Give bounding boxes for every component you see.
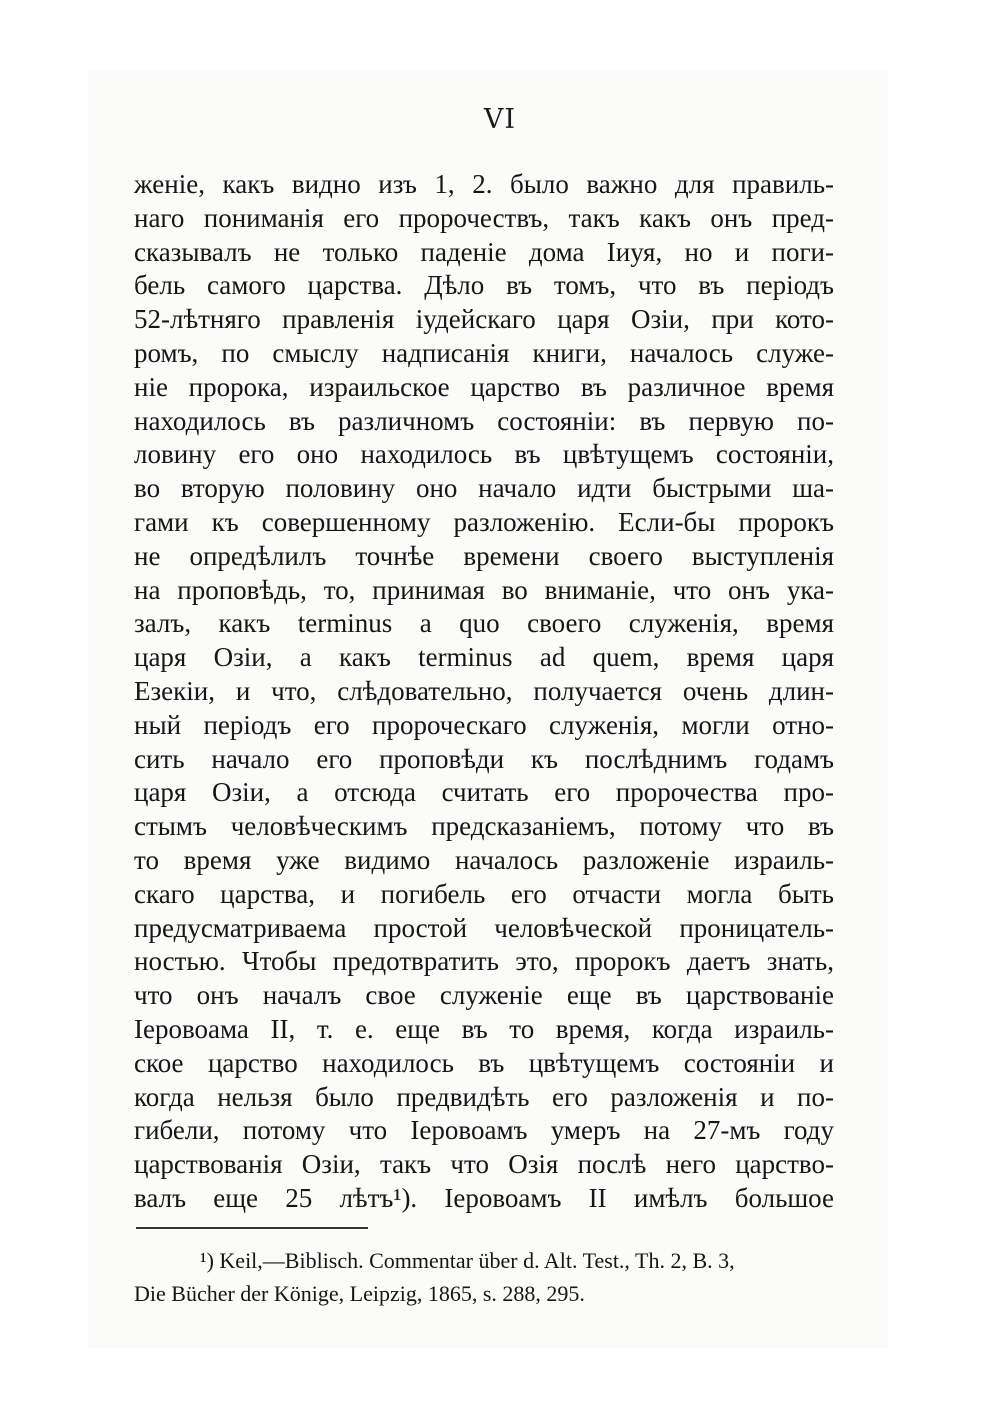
- text-line: Іеровоама II, т. е. еще въ то время, когда израиль-: [134, 1013, 834, 1044]
- footnote-line: ¹) Keil,—Biblisch. Commentar über d. Alt. Test., Th. 2, B. 3,: [200, 1248, 735, 1273]
- text-line: гибели, потому что Іеровоамъ умеръ на 27-мъ году: [134, 1115, 834, 1146]
- text-line: ловину его оно находилось въ цвѣтущемъ состояніи,: [134, 439, 834, 470]
- text-line: сказывалъ не только паденіе дома Іиуя, но и поги-: [134, 236, 834, 267]
- text-line: то время уже видимо началось разложеніе израиль-: [134, 844, 834, 875]
- text-line: 52-лѣтняго правленія іудейскаго царя Озіи, при кото-: [134, 304, 834, 335]
- text-line: не опредѣлилъ точнѣе времени своего выступленія: [134, 540, 834, 571]
- text-line: бель самого царства. Дѣло въ томъ, что въ періодъ: [134, 270, 834, 301]
- text-line: наго пониманія его пророчествъ, такъ какъ онъ пред-: [134, 202, 834, 233]
- text-line: ный періодъ его пророческаго служенія, могли отно-: [134, 709, 834, 740]
- text-line: ніе пророка, израильское царство въ различное время: [134, 371, 834, 402]
- text-line: царя Озіи, а отсюда считать его пророчества про-: [134, 777, 834, 808]
- text-line: царствованія Озіи, такъ что Озія послѣ него царство-: [134, 1149, 834, 1180]
- text-line: стымъ человѣческимъ предсказаніемъ, потому что въ: [134, 811, 834, 842]
- text-line: гами къ совершенному разложенію. Если-бы пророкъ: [134, 506, 834, 537]
- text-line: ностью. Чтобы предотвратить это, пророкъ даетъ знать,: [134, 946, 834, 977]
- footnote-line: Die Bücher der Könige, Leipzig, 1865, s. 288, 295.: [134, 1281, 585, 1306]
- text-line: когда нельзя было предвидѣть его разложенія и по-: [134, 1081, 834, 1112]
- text-line: валъ еще 25 лѣтъ¹). Іеровоамъ II имѣлъ большое: [134, 1182, 834, 1213]
- text-line: ское царство находилось въ цвѣтущемъ состояніи и: [134, 1047, 834, 1078]
- text-line: предусматриваема простой человѣческой проницатель-: [134, 912, 834, 943]
- text-line: Езекіи, и что, слѣдовательно, получается очень длин-: [134, 675, 834, 706]
- text-line: во вторую половину оно начало идти быстрыми ша-: [134, 473, 834, 504]
- text-line: что онъ началъ свое служеніе еще въ царствованіе: [134, 980, 834, 1011]
- text-line: залъ, какъ terminus a quo своего служенія, время: [134, 608, 834, 639]
- footnote: [134, 1244, 834, 1310]
- text-line: на проповѣдь, то, принимая во вниманіе, что онъ ука-: [134, 574, 834, 605]
- text-line: находилось въ различномъ состояніи: въ первую по-: [134, 405, 834, 436]
- text-line: женіе, какъ видно изъ 1, 2. было важно для правиль-: [134, 169, 834, 199]
- text-line: сить начало его проповѣди къ послѣднимъ годамъ: [134, 743, 834, 774]
- body-text: [134, 168, 834, 1216]
- footnote-divider: [136, 1227, 368, 1229]
- text-line: царя Озіи, а какъ terminus ad quem, время царя: [134, 642, 834, 673]
- page-number: VI: [483, 104, 517, 135]
- text-line: ромъ, по смыслу надписанія книги, началось служе-: [134, 337, 834, 368]
- text-line: скаго царства, и погибель его отчасти могла быть: [134, 878, 834, 909]
